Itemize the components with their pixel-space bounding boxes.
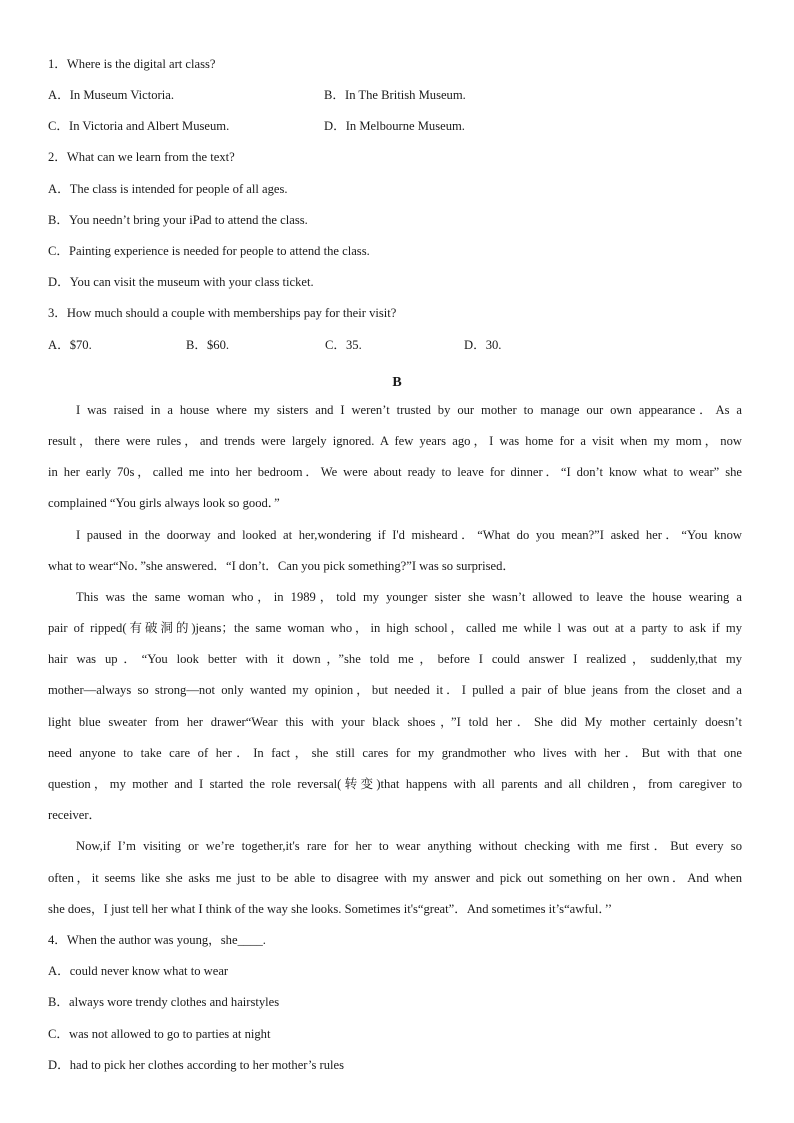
question-1-option-c: C．In Victoria and Albert Museum. [48,119,230,133]
passage-line: need anyone to take care of her．In fact，she still cares for my grandmother who lives with her．But with that one [48,746,742,760]
question-1-option-b: B．In The British Museum. [324,88,466,102]
passage-line: she does，I just tell her what I think of the way she looks. Sometimes it's“great”．And sometimes it’s“awful．’’ [48,902,613,916]
passage-line: pair of ripped(有破洞的)jeans；the same woman who，in high school，called me while l was out at a party to ask if my [48,621,742,635]
question-2-option-d: D．You can visit the museum with your class ticket. [48,275,314,289]
passage-line: what to wear“No．”she answered．“I don’t．Can you pick something?”I was so surprised． [48,559,516,573]
passage-line: light blue sweater from her drawer“Wear this with your black shoes，”I told her．She did My mother certainly doesn’t [48,715,742,729]
question-1-option-d: D．In Melbourne Museum. [324,119,465,133]
question-2-option-a: A．The class is intended for people of all ages. [48,182,288,196]
passage-line: question，my mother and I started the role reversal(转变)that happens with all parents and all children，from caregiver to [48,777,742,791]
question-4-option-b: B．always wore trendy clothes and hairstyles [48,995,280,1009]
question-1-text: 1．Where is the digital art class? [48,57,216,71]
question-2-option-c: C．Painting experience is needed for people to attend the class. [48,244,370,258]
question-4-option-c: C．was not allowed to go to parties at night [48,1027,271,1041]
passage-line: This was the same woman who，in 1989，told my younger sister she wasn’t allowed to leave the house wearing a [76,590,742,604]
question-3-text: 3．How much should a couple with memberships pay for their visit? [48,306,397,320]
question-2-text: 2．What can we learn from the text? [48,150,235,164]
question-1-option-a: A．In Museum Victoria. [48,88,174,102]
passage-line: I paused in the doorway and looked at her,wondering if I'd misheard．“What do you mean?”I asked her．“You know [76,528,742,542]
passage-line: Now,if I’m visiting or we’re together,it's rare for her to wear anything without checking with me first．But every so [76,839,742,853]
passage-line: I was raised in a house where my sisters and I weren’t trusted by our mother to manage our own appearance．As a [76,403,742,417]
passage-line: often，it seems like she asks me just to be able to disagree with my answer and pick out something on her own．And when [48,871,742,885]
passage-line: receiver． [48,808,102,822]
question-2-option-b: B．You needn’t bring your iPad to attend the class. [48,213,308,227]
passage-line: in her early 70s，called me into her bedroom．We were about ready to leave for dinner．“I don’t know what to wear” she [48,465,742,479]
question-3-option-d: D．30. [464,338,502,352]
question-3-option-a: A．$70. [48,338,92,352]
question-3-option-b: B．$60. [186,338,230,352]
question-4-text: 4．When the author was young，she____. [48,933,266,947]
passage-line: mother—always so strong—not only wanted my opinion，but needed it．I pulled a pair of blue jeans from the closet and a [48,683,742,697]
question-3-option-c: C．35. [325,338,362,352]
passage-line: hair was up．“You look better with it down，”she told me，before I could answer I realized，suddenly,that my [48,652,742,666]
section-b-heading: B [392,375,402,390]
question-4-option-d: D．had to pick her clothes according to her mother’s rules [48,1058,344,1072]
passage-line: result，there were rules，and trends were largely ignored. A few years ago，I was home for a visit when my mom，now [48,434,742,448]
passage-line: complained “You girls always look so good．” [48,496,280,510]
question-4-option-a: A．could never know what to wear [48,964,229,978]
